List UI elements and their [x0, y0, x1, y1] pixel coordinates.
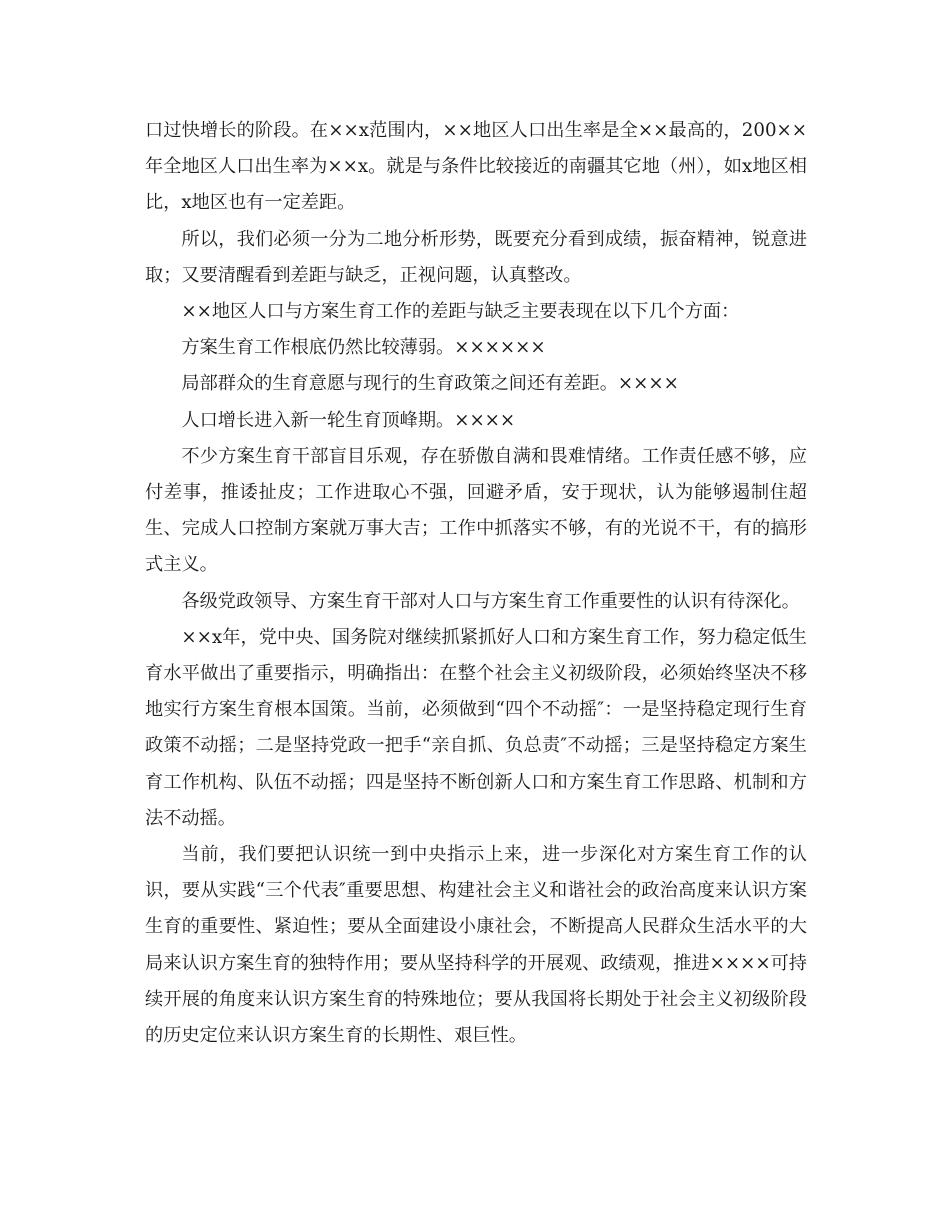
paragraph: ××地区人口与方案生育工作的差距与缺乏主要表现在以下几个方面：	[181, 301, 740, 323]
paragraph: 口过快增长的阶段。在××x范围内，××地区人口出生率是全××最高的，200××年全地区人口出生率为××x。就是与条件比较接近的南疆其它地（州），如x地区相比，x地区也有一定差距。	[145, 120, 807, 214]
paragraph: 所以，我们必须一分为二地分析形势，既要充分看到成绩，振奋精神，锐意进取；又要清醒看到差距与缺乏，正视问题，认真整改。	[145, 228, 807, 286]
list-item: 局部群众的生育意愿与现行的生育政策之间还有差距。××××	[181, 373, 679, 395]
paragraph: 不少方案生育干部盲目乐观，存在骄傲自满和畏难情绪。工作责任感不够，应付差事，推诿扯皮；工作进取心不强，回避矛盾，安于现状，认为能够遏制住超生、完成人口控制方案就万事大吉；工作中抓落实不够，有的光说不干，有的搞形式主义。	[145, 445, 807, 576]
list-item: 方案生育工作根底仍然比较薄弱。××××××	[181, 337, 546, 359]
paragraph: 当前，我们要把认识统一到中央指示上来，进一步深化对方案生育工作的认识，要从实践“三个代表″重要思想、构建社会主义和谐社会的政治高度来认识方案生育的重要性、紧迫性；要从全面建设小康社会，不断提高人民群众生活水平的大局来认识方案生育的独特作用；要从坚持科学的开展观、政绩观，推进××××可持续开展的角度来认识方案生育的特殊地位；要从我国将长期处于社会主义初级阶段的历史定位来认识方案生育的长期性、艰巨性。	[145, 844, 807, 1047]
paragraph: ××x年，党中央、国务院对继续抓紧抓好人口和方案生育工作，努力稳定低生育水平做出了重要指示，明确指出：在整个社会主义初级阶段，必须始终坚决不移地实行方案生育根本国策。当前，必须做到“四个不动摇″：一是坚持稳定现行生育政策不动摇；二是坚持党政一把手“亲自抓、负总责″不动摇；三是坚持稳定方案生育工作机构、队伍不动摇；四是坚持不断创新人口和方案生育工作思路、机制和方法不动摇。	[145, 626, 807, 829]
paragraph: 各级党政领导、方案生育干部对人口与方案生育工作重要性的认识有待深化。	[181, 590, 800, 612]
document-body	[145, 113, 807, 1054]
list-item: 人口增长进入新一轮生育顶峰期。××××	[181, 409, 516, 431]
